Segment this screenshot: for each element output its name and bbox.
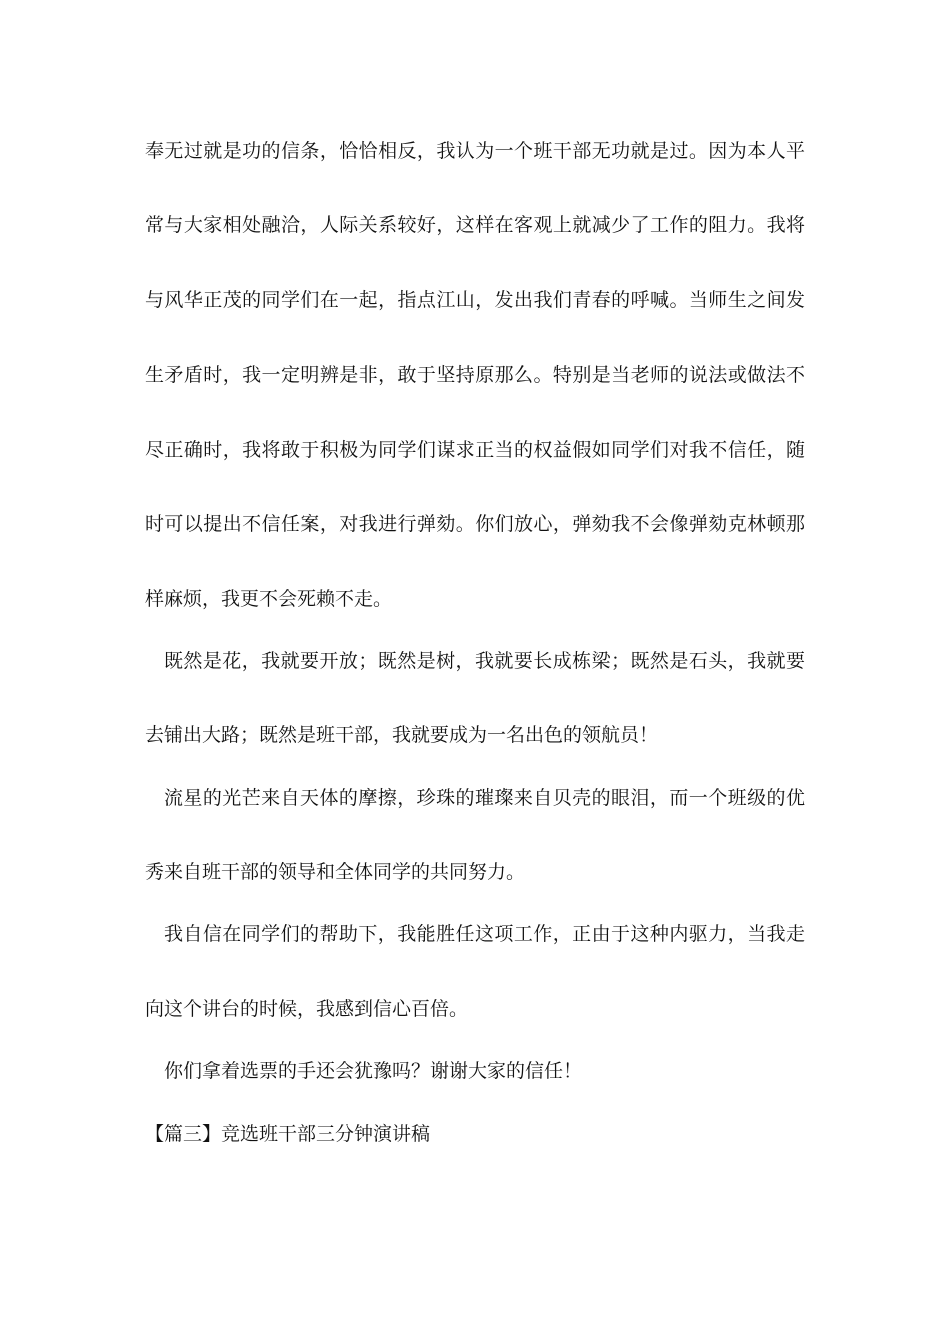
paragraph-line: 向这个讲台的时候，我感到信心百倍。: [145, 998, 469, 1020]
paragraph-line: 时可以提出不信任案，对我进行弹劾。你们放心，弹劾我不会像弹劾克林顿那: [145, 513, 805, 535]
paragraph-line: 尽正确时，我将敢于积极为同学们谋求正当的权益假如同学们对我不信任，随: [145, 439, 805, 461]
paragraph-line: 去铺出大路；既然是班干部，我就要成为一名出色的领航员！: [145, 724, 659, 746]
paragraph-line: 秀来自班干部的领导和全体同学的共同努力。: [145, 861, 526, 883]
paragraph-line: 你们拿着选票的手还会犹豫吗？谢谢大家的信任！: [164, 1060, 583, 1082]
paragraph-line: 我自信在同学们的帮助下，我能胜任这项工作，正由于这种内驱力，当我走: [164, 923, 805, 945]
paragraph-line: 既然是花，我就要开放；既然是树，我就要长成栋梁；既然是石头，我就要: [164, 650, 805, 672]
paragraph-line: 生矛盾时，我一定明辨是非，敢于坚持原那么。特别是当老师的说法或做法不: [145, 364, 805, 386]
paragraph-line: 奉无过就是功的信条，恰恰相反，我认为一个班干部无功就是过。因为本人平: [145, 140, 805, 162]
paragraph-line: 流星的光芒来自天体的摩擦，珍珠的璀璨来自贝壳的眼泪，而一个班级的优: [164, 787, 805, 809]
paragraph-line: 样麻烦，我更不会死赖不走。: [145, 588, 393, 610]
paragraph-line: 与风华正茂的同学们在一起，指点江山，发出我们青春的呼喊。当师生之间发: [145, 289, 805, 311]
paragraph-line: 常与大家相处融洽，人际关系较好，这样在客观上就减少了工作的阻力。我将: [145, 214, 805, 236]
section-heading: 【篇三】竞选班干部三分钟演讲稿: [145, 1123, 431, 1145]
